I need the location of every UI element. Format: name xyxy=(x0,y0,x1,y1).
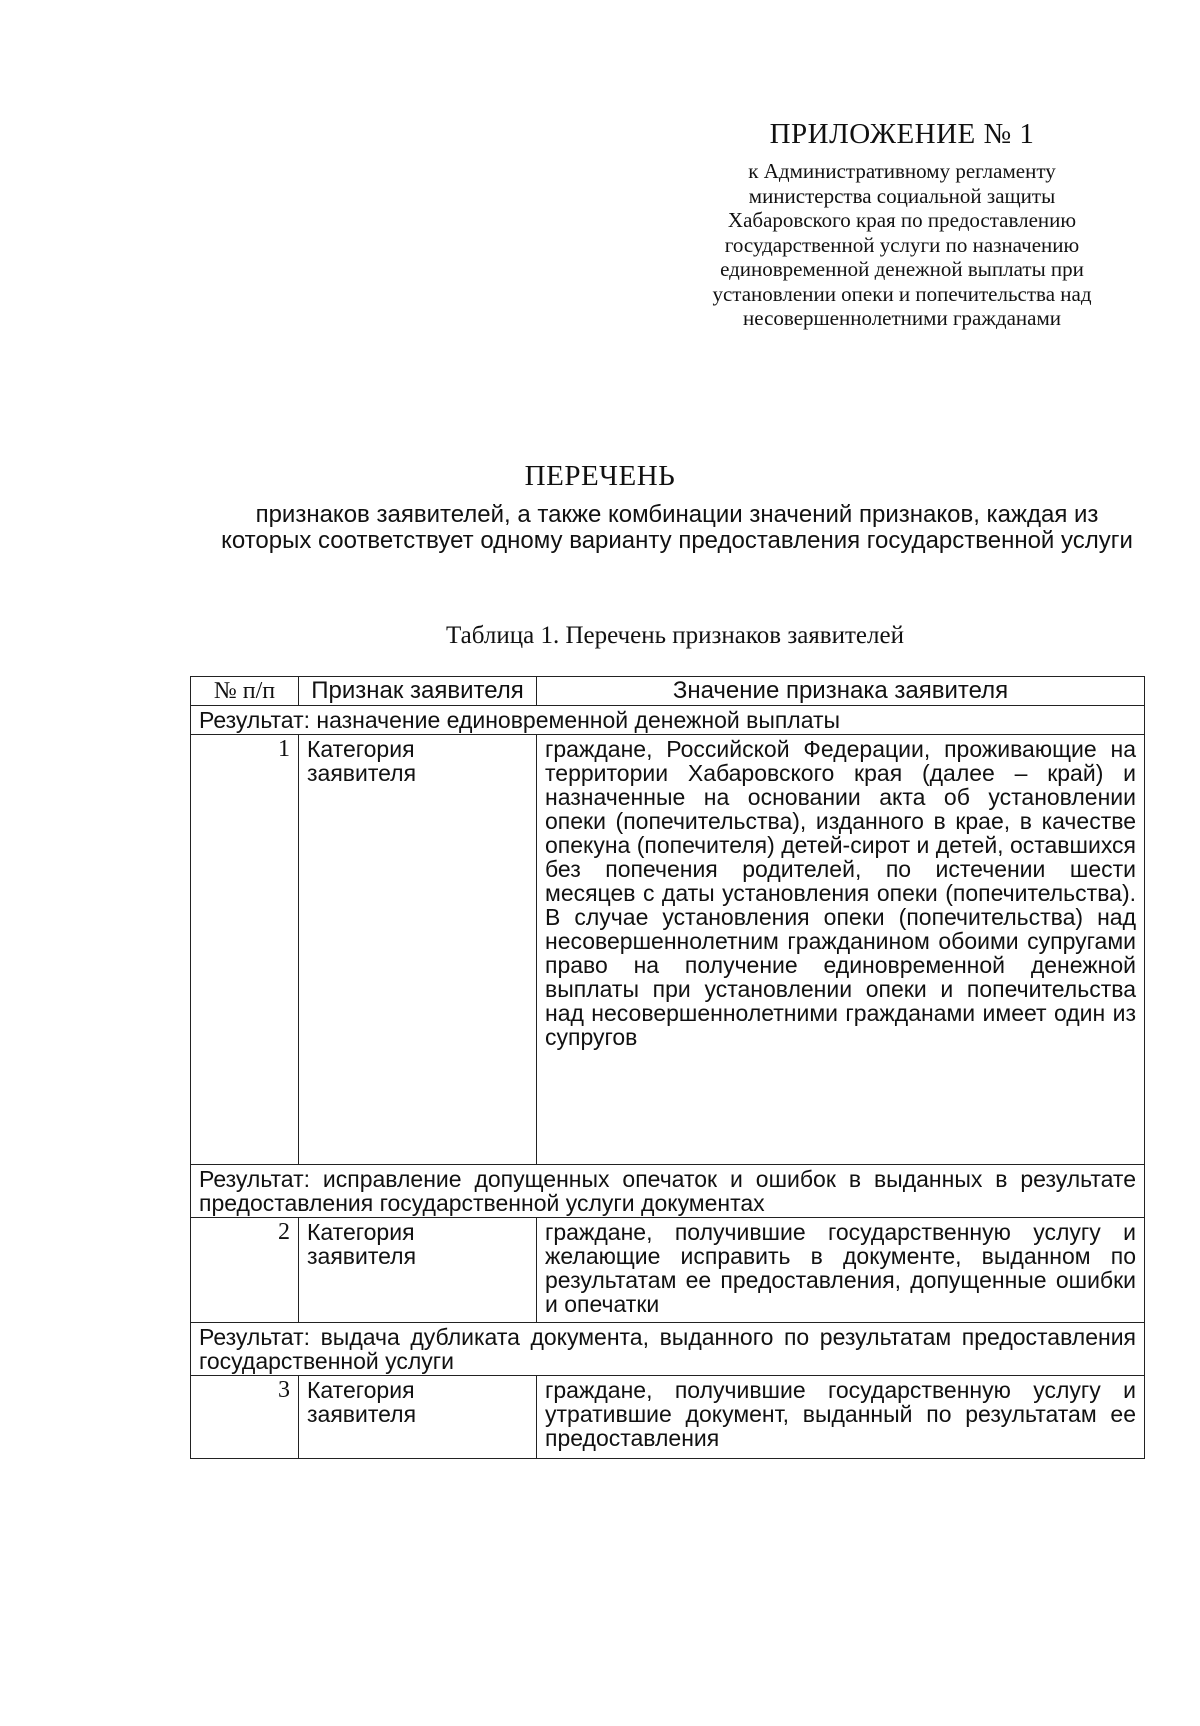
row-number: 2 xyxy=(191,1218,299,1323)
result-row xyxy=(191,1165,1145,1218)
result-heading: Результат: исправление допущенных опечаток и ошибок в выданных в результате предоставления государственной услуги документах xyxy=(191,1165,1145,1218)
row-number: 1 xyxy=(191,735,299,1165)
row-value: граждане, получившие государственную услугу и утратившие документ, выданный по результатам ее предоставления xyxy=(537,1376,1145,1459)
row-value: граждане, получившие государственную услугу и желающие исправить в документе, выданном по результатам ее предоставления, допущенные ошибки и опечатки xyxy=(537,1218,1145,1323)
appendix-reference xyxy=(660,159,1144,331)
applicant-attributes-table xyxy=(190,676,1145,1459)
appendix-line: государственной услуги по назначению xyxy=(724,232,1080,257)
appendix-block xyxy=(660,118,1144,331)
row-attribute: Категория заявителя xyxy=(299,1376,537,1459)
appendix-line: единовременной денежной выплаты при xyxy=(720,257,1084,281)
header-attribute: Признак заявителя xyxy=(299,677,537,706)
header-value: Значение признака заявителя xyxy=(537,677,1145,706)
appendix-line: установлении опеки и попечительства над xyxy=(712,281,1092,306)
appendix-line: Хабаровского края по предоставлению xyxy=(727,208,1077,232)
result-heading: Результат: назначение единовременной денежной выплаты xyxy=(191,706,1145,735)
appendix-line: несовершеннолетними гражданами xyxy=(743,306,1061,330)
table-row xyxy=(191,1376,1145,1459)
row-number: 3 xyxy=(191,1376,299,1459)
row-attribute: Категория заявителя xyxy=(299,735,537,1165)
header-number: № п/п xyxy=(191,677,299,706)
appendix-line: к Административному регламенту xyxy=(748,159,1056,183)
appendix-title: ПРИЛОЖЕНИЕ № 1 xyxy=(769,118,1035,150)
result-row xyxy=(191,706,1145,735)
table-caption: Таблица 1. Перечень признаков заявителей xyxy=(446,622,904,649)
appendix-line: министерства социальной защиты xyxy=(748,183,1056,208)
row-attribute: Категория заявителя xyxy=(299,1218,537,1323)
table-header-row xyxy=(191,677,1145,706)
table-row xyxy=(191,1218,1145,1323)
document-title: ПЕРЕЧЕНЬ xyxy=(524,460,676,492)
result-heading: Результат: выдача дубликата документа, выданного по результатам предоставления государственной услуги xyxy=(191,1323,1145,1376)
table-row xyxy=(191,735,1145,1165)
result-row xyxy=(191,1323,1145,1376)
row-value: граждане, Российской Федерации, проживающие на территории Хабаровского края (далее – край) и назначенные на основании акта об установлении опеки (попечительства), изданного в крае, в качестве опекуна (попечителя) детей-сирот и детей, оставшихся без попечения родителей, по истечении шести месяцев с даты установления опеки (попечительства). В случае установления опеки (попечительства) над несовершеннолетним гражданином обоими супругами право на получение единовременной денежной выплаты при установлении опеки и попечительства над несовершеннолетними гражданами имеет один из супругов xyxy=(537,735,1145,1165)
document-subtitle: признаков заявителей, а также комбинации значений признаков, каждая из которых соответствует одному варианту предоставления государственной услуги xyxy=(221,501,1133,554)
